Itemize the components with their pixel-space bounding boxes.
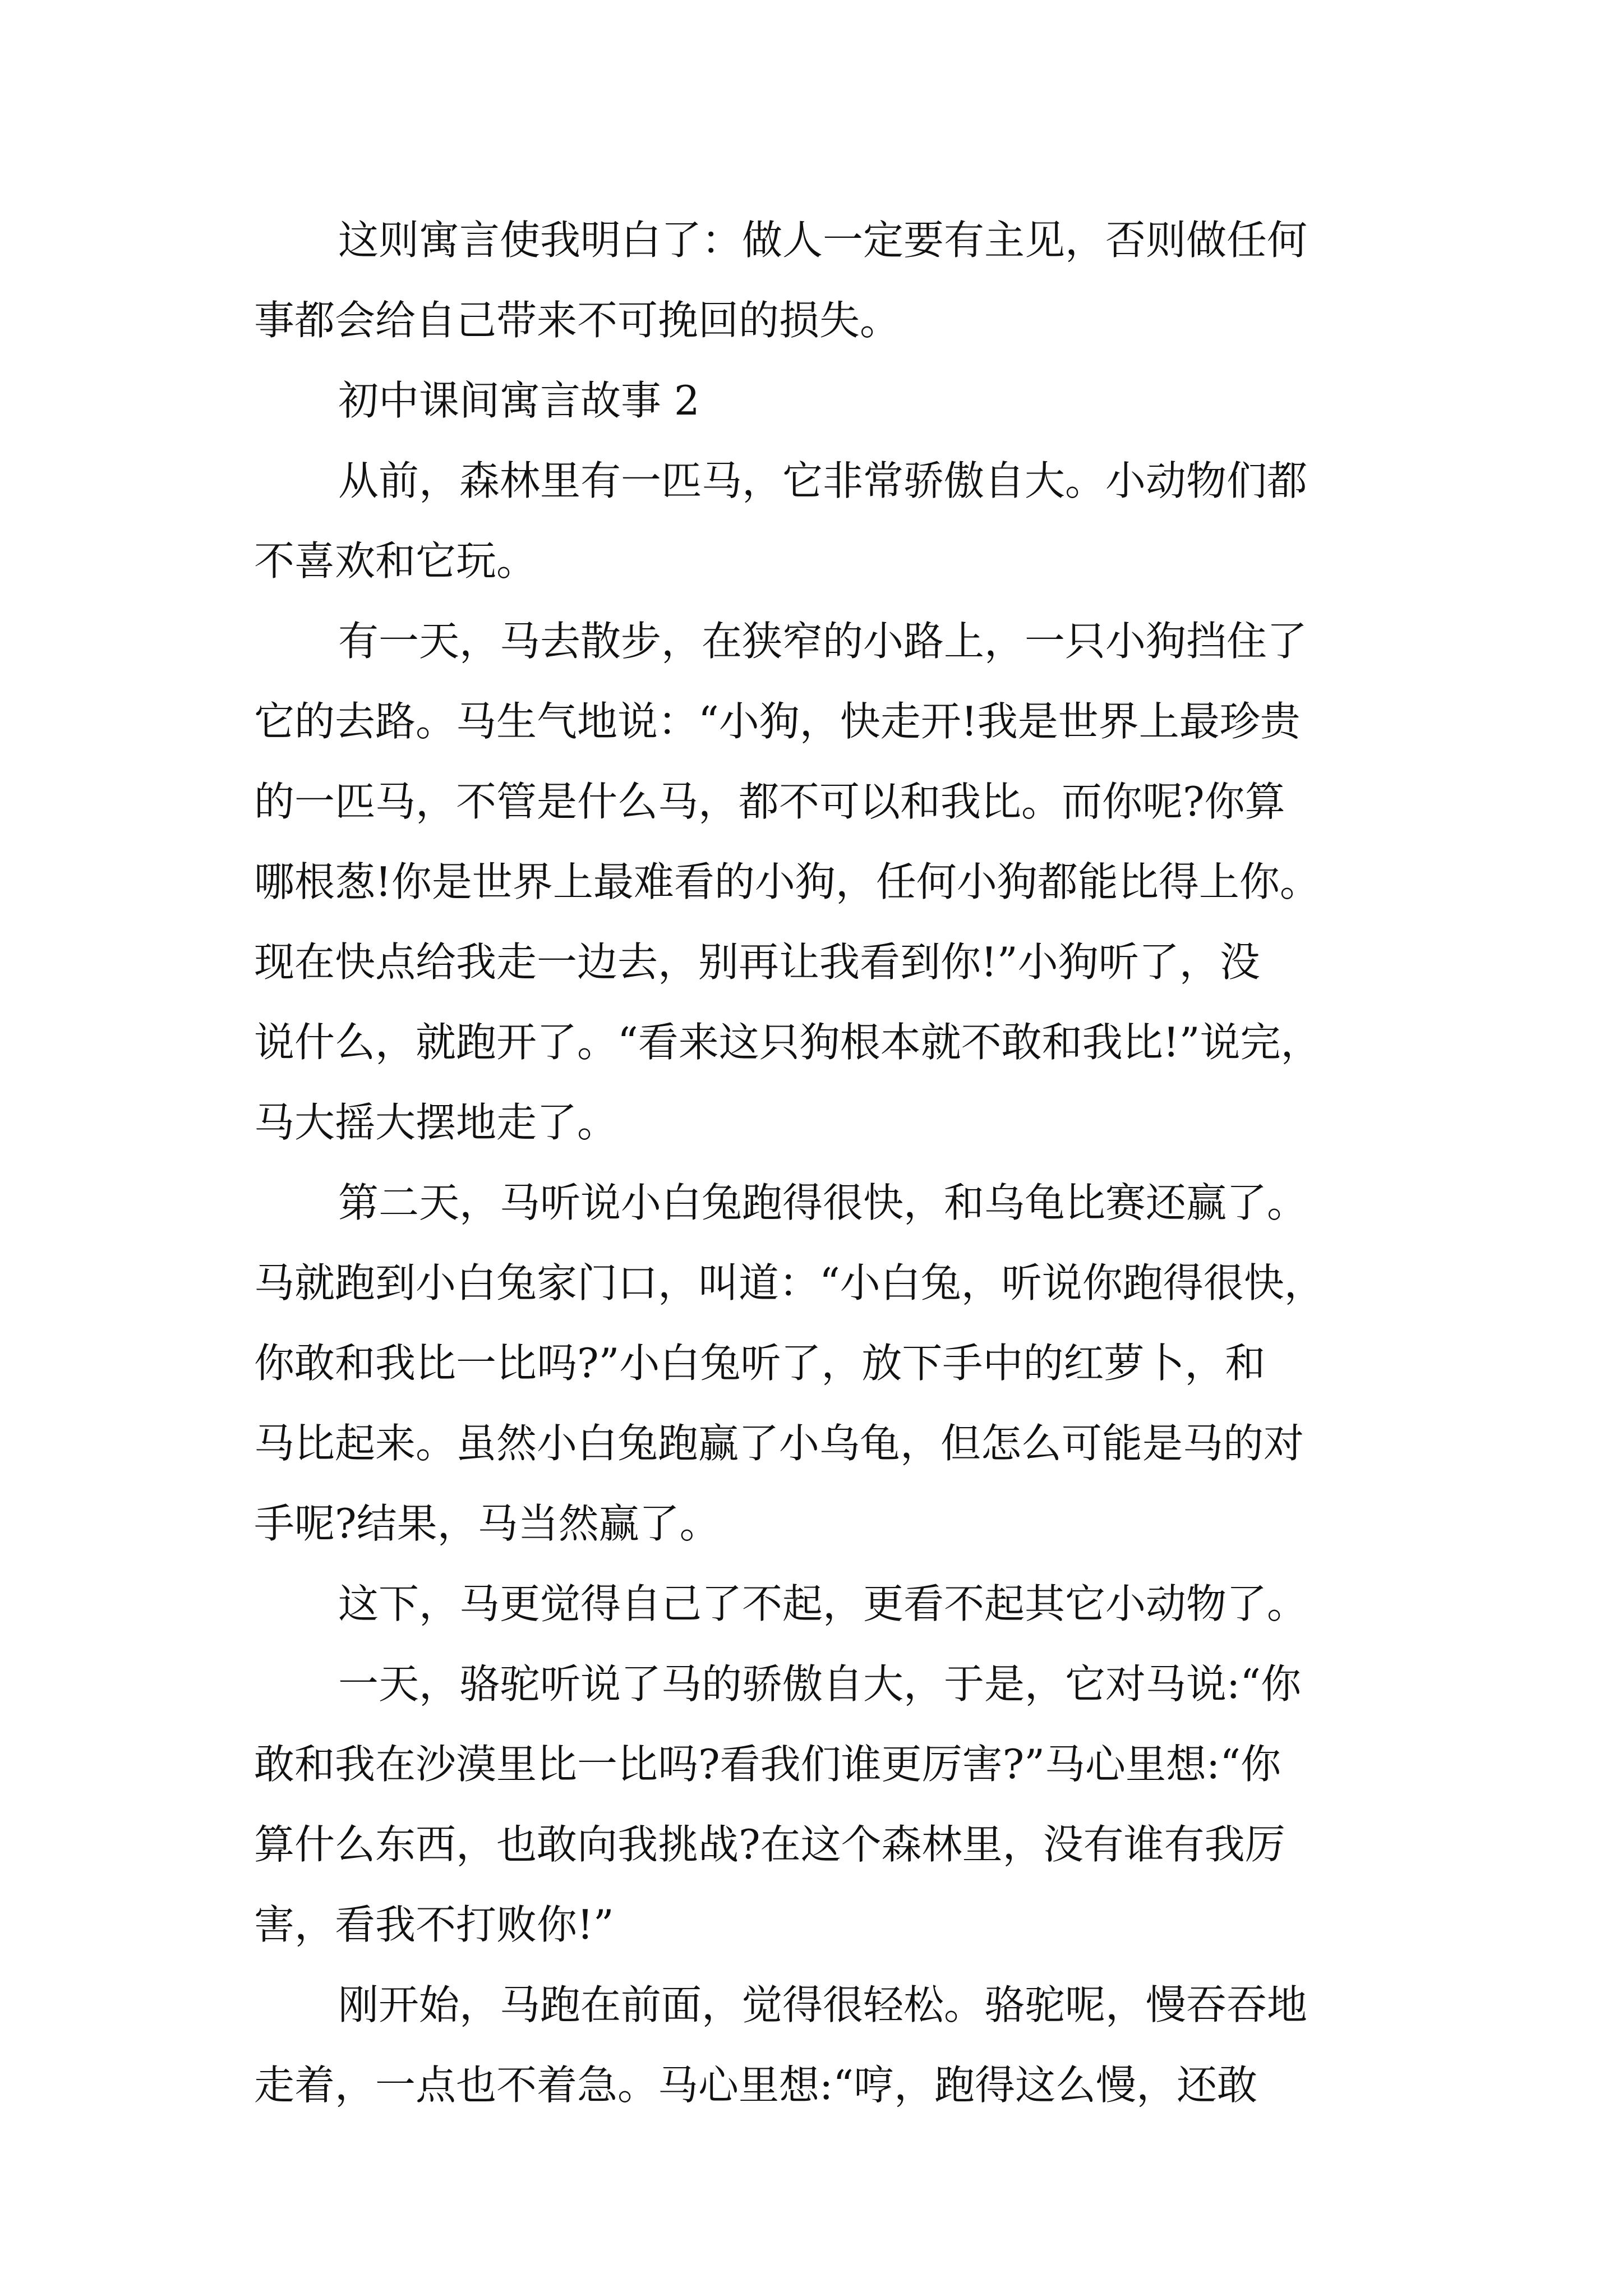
text-line: 手呢?结果，马当然赢了。	[254, 1500, 720, 1547]
text-line: 走着，一点也不着急。马心里想:“哼，跑得这么慢，还敢	[254, 2062, 1258, 2109]
paragraph-camel	[254, 1644, 1380, 1965]
text-line: 马就跑到小白兔家门口，叫道：“小白兔，听说你跑得很快，	[254, 1259, 1325, 1306]
text-line: 马比起来。虽然小白兔跑赢了小乌龟，但怎么可能是马的对	[254, 1420, 1304, 1467]
text-line: 从前，森林里有一匹马，它非常骄傲自大。小动物们都	[338, 457, 1308, 504]
paragraph-arrogance	[254, 1564, 1380, 1644]
text-line: 第二天，马听说小白兔跑得很快，和乌龟比赛还赢了。	[338, 1179, 1308, 1226]
text-line: 一天，骆驼听说了马的骄傲自大，于是，它对马说:“你	[338, 1660, 1302, 1708]
paragraph-race-start	[254, 1965, 1380, 2125]
paragraph-intro	[254, 441, 1380, 601]
paragraph-dog	[254, 601, 1380, 1163]
paragraph-rabbit	[254, 1163, 1380, 1564]
paragraph-conclusion	[254, 200, 1380, 361]
text-line: 它的去路。马生气地说：“小狗，快走开!我是世界上最珍贵	[254, 698, 1301, 745]
text-column	[254, 200, 1380, 2125]
text-line: 说什么，就跑开了。“看来这只狗根本就不敢和我比!”说完，	[254, 1019, 1321, 1066]
text-line: 敢和我在沙漠里比一比吗?看我们谁更厉害?”马心里想:“你	[254, 1741, 1281, 1788]
text-line: 哪根葱!你是世界上最难看的小狗，任何小狗都能比得上你。	[254, 858, 1320, 905]
text-line: 马大摇大摆地走了。	[254, 1099, 618, 1146]
text-line: 算什么东西，也敢向我挑战?在这个森林里，没有谁有我厉	[254, 1821, 1285, 1868]
text-line: 事都会给自己带来不可挽回的损失。	[254, 297, 901, 344]
text-line: 害，看我不打败你!”	[254, 1901, 614, 1948]
text-line: 现在快点给我走一边去，别再让我看到你!”小狗听了，没	[254, 938, 1260, 986]
text-line: 不喜欢和它玩。	[254, 537, 537, 585]
section-heading	[254, 361, 1380, 441]
text-line: 这则寓言使我明白了：做人一定要有主见，否则做任何	[338, 217, 1308, 264]
heading-text: 初中课间寓言故事 2	[338, 377, 700, 424]
text-line: 刚开始，马跑在前面，觉得很轻松。骆驼呢，慢吞吞地	[338, 1981, 1308, 2028]
text-line: 有一天，马去散步，在狭窄的小路上，一只小狗挡住了	[338, 618, 1308, 665]
text-line: 你敢和我比一比吗?”小白兔听了，放下手中的红萝卜，和	[254, 1340, 1266, 1387]
text-line: 这下，马更觉得自己了不起，更看不起其它小动物了。	[338, 1580, 1308, 1627]
text-line: 的一匹马，不管是什么马，都不可以和我比。而你呢?你算	[254, 778, 1285, 825]
